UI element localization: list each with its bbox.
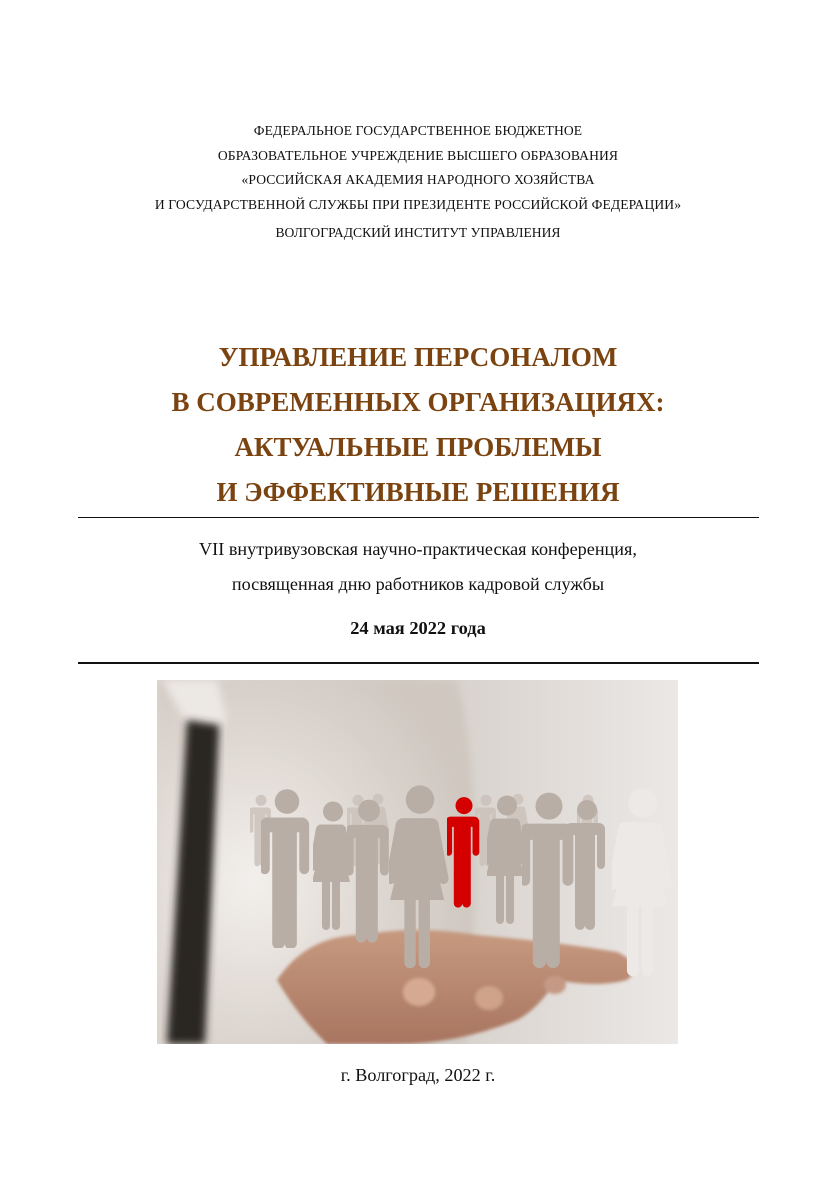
publication-place-year: г. Волгоград, 2022 г. bbox=[340, 1065, 496, 1085]
divider-bottom bbox=[78, 662, 759, 664]
divider-top bbox=[78, 517, 759, 518]
title-line-3: АКТУАЛЬНЫЕ ПРОБЛЕМЫ bbox=[234, 432, 602, 462]
conference-line-1: VII внутривузовская научно-практическая конференция, bbox=[199, 539, 637, 559]
org-line-1: ФЕДЕРАЛЬНОЕ ГОСУДАРСТВЕННОЕ БЮДЖЕТНОЕ bbox=[253, 123, 583, 138]
conference-description bbox=[0, 532, 836, 602]
title-line-1: УПРАВЛЕНИЕ ПЕРСОНАЛОМ bbox=[218, 342, 618, 372]
org-line-2: ОБРАЗОВАТЕЛЬНОЕ УЧРЕЖДЕНИЕ ВЫСШЕГО ОБРАЗОВАНИЯ bbox=[217, 147, 619, 163]
org-line-4: И ГОСУДАРСТВЕННОЙ СЛУЖБЫ ПРИ ПРЕЗИДЕНТЕ РОССИЙСКОЙ ФЕДЕРАЦИИ» bbox=[154, 196, 682, 212]
title-line-4: И ЭФФЕКТИВНЫЕ РЕШЕНИЯ bbox=[216, 477, 620, 507]
conference-date: 24 мая 2022 года bbox=[350, 618, 486, 638]
conference-line-2: посвященная дню работников кадровой службы bbox=[231, 574, 605, 594]
institute-name: ВОЛГОГРАДСКИЙ ИНСТИТУТ УПРАВЛЕНИЯ bbox=[275, 225, 561, 240]
org-line-3: «РОССИЙСКАЯ АКАДЕМИЯ НАРОДНОГО ХОЗЯЙСТВА bbox=[241, 172, 595, 187]
title-line-2: В СОВРЕМЕННЫХ ОРГАНИЗАЦИЯХ: bbox=[171, 387, 665, 417]
cover-photo bbox=[157, 680, 678, 1044]
page-title bbox=[0, 335, 836, 515]
organization-header bbox=[0, 119, 836, 217]
hand-holding-people-figures-icon bbox=[157, 680, 678, 1044]
